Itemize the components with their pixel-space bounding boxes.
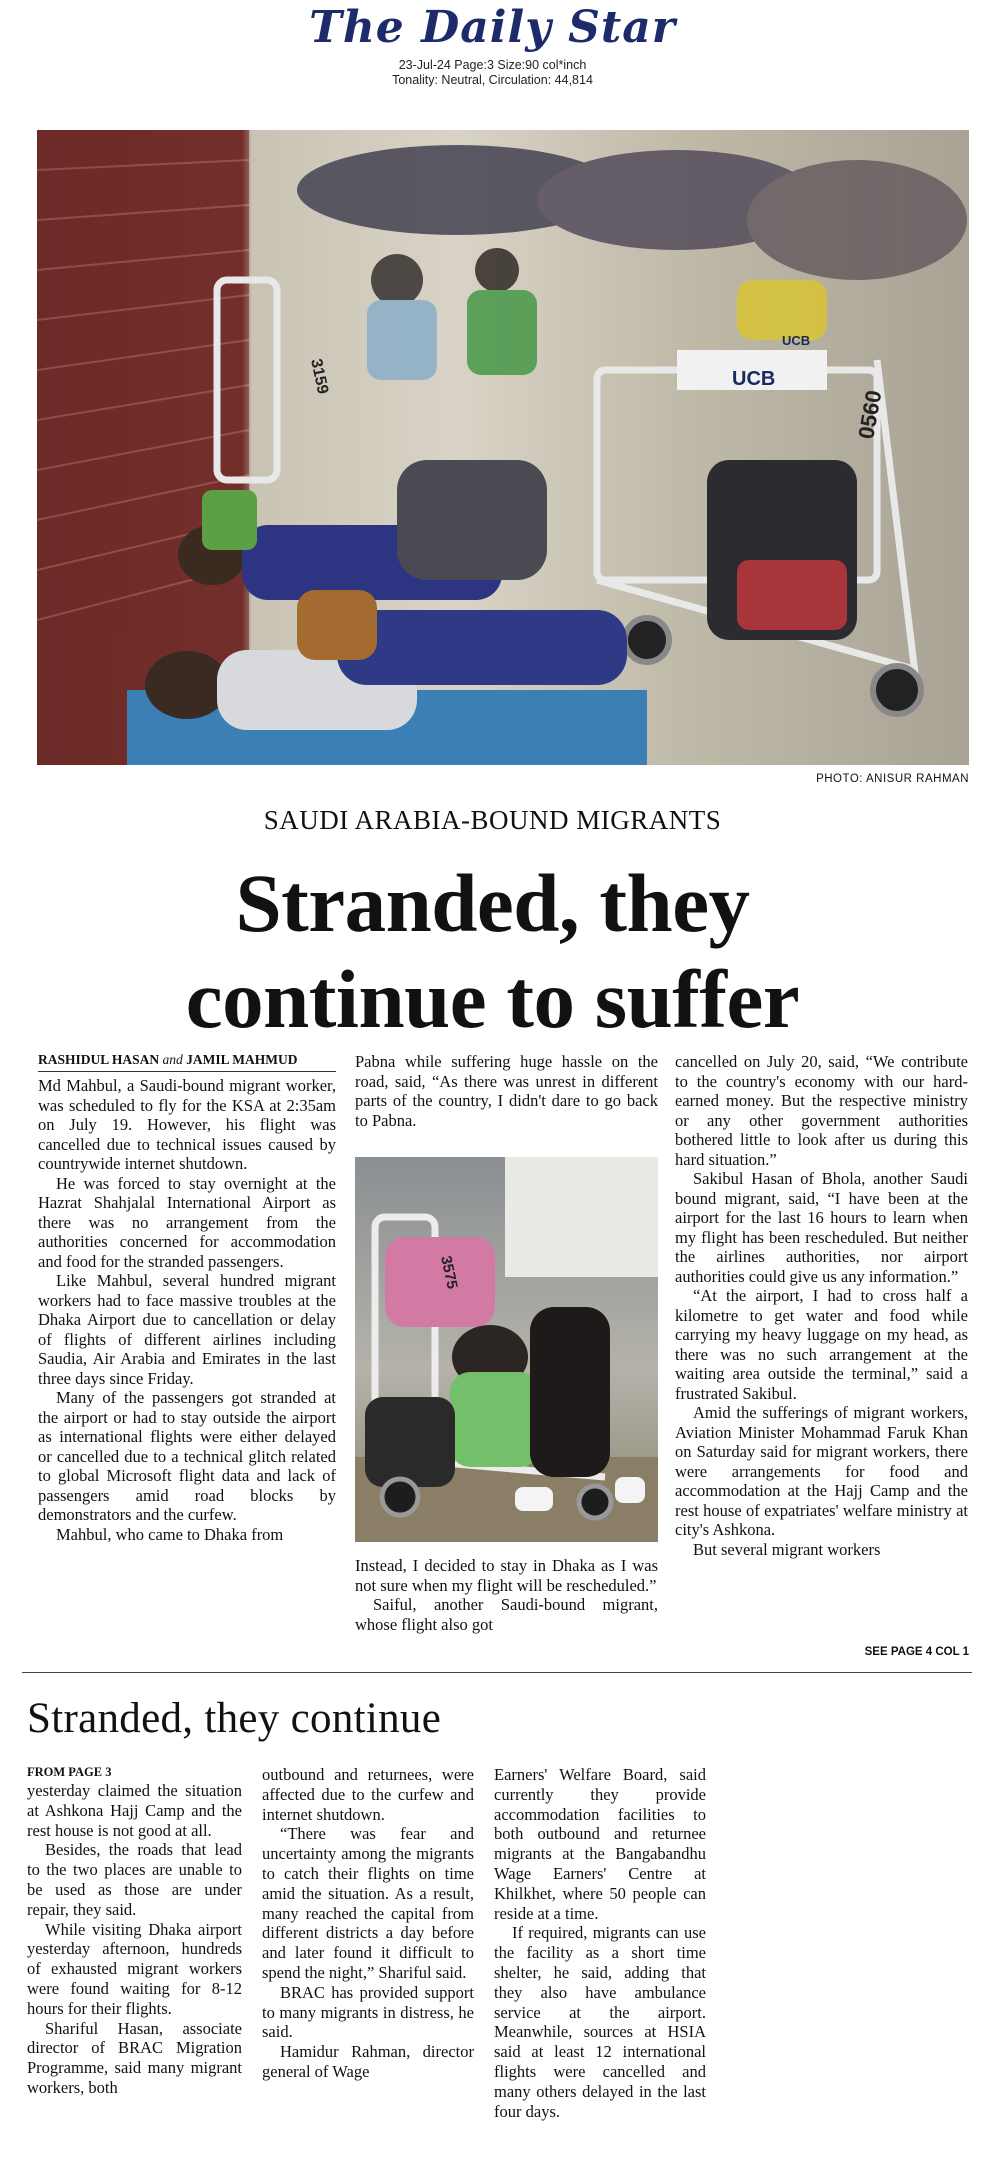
byline-author-1: RASHIDUL HASAN [38,1052,160,1067]
paragraph: “There was fear and uncertainty among the migrants to catch their flights on time amid the situation. As a result, many reached the capital from different districts a day before and later found it difficult to spend the night,” Shariful said. [262,1824,474,1982]
continuation-column-1 [27,1781,242,2098]
byline-and: and [162,1052,183,1067]
paragraph: Sakibul Hasan of Bhola, another Saudi bound migrant, said, “I have been at the airport for the last 16 hours to learn when my flight has been rescheduled. But neither the airlines authorities, nor airport authorities could give us any information.” [675,1169,968,1286]
paragraph: Saiful, another Saudi-bound migrant, whose flight also got [355,1595,658,1634]
headline-line-1: Stranded, they [235,857,750,949]
trolley-number-3575: 3575 [437,1254,461,1291]
ucb-sign: UCB [732,368,776,390]
photo-credit: PHOTO: ANISUR RAHMAN [816,773,969,785]
inset-photo [355,1157,658,1542]
byline-author-2: JAMIL MAHMUD [186,1052,298,1067]
paragraph: yesterday claimed the situation at Ashkona Hajj Camp and the rest house is not good at all. [27,1781,242,1840]
newspaper-title: The Daily Star [309,2,676,53]
paragraph: Earners' Welfare Board, said currently they provide accommodation facilities to both outbound and returnee migrants at the Bangabandhu Wage Earners' Centre at Khilkhet, where 50 people can reside at a time. [494,1765,706,1923]
paragraph: But several migrant workers [693,1539,881,1559]
article-column-2-top [355,1052,658,1130]
paragraph: Many of the passengers got stranded at the airport or had to stay outside the airport as international flights were either delayed or cancelled due to a technical glitch related to global Microsoft flight data and lack of passengers amid road blocks by demonstrators and the curfew. [38,1388,336,1524]
paragraph: Besides, the roads that lead to the two places are unable to be used as those are under repair, they said. [27,1840,242,1919]
paragraph: cancelled on July 20, said, “We contribute to the country's economy with our hard-earned money. But the respective ministry or any other government authorities bothered little to look after us during this hard situation.” [675,1052,968,1169]
byline [38,1052,336,1072]
kicker: SAUDI ARABIA-BOUND MIGRANTS [263,805,722,835]
paragraph: BRAC has provided support to many migrants in distress, he said. [262,1982,474,2042]
article-column-3 [675,1052,968,1559]
paragraph: Hamidur Rahman, director general of Wage [262,2042,474,2081]
paragraph: If required, migrants can use the facility as a short time shelter, he said, adding that they also have ambulance service at the airport. Meanwhile, sources at HSIA said at least 12 international flights were cancelled and many others delayed in the last four days. [494,1923,706,2121]
clipping-meta-date: 23-Jul-24 Page:3 Size:90 col*inch [398,58,587,72]
paragraph: Like Mahbul, several hundred migrant workers had to face massive troubles at the Dhaka Airport due to cancellation or delay of flights of different airlines including Saudia, Air Arabia and Emirates in the last three days since Friday. [38,1271,336,1388]
continuation-column-3 [494,1765,706,2121]
paragraph: While visiting Dhaka airport yesterday afternoon, hundreds of exhausted migrant workers were found waiting for 8-12 hours for their flights. [27,1919,242,2018]
paragraph: Instead, I decided to stay in Dhaka as I was not sure when my flight will be rescheduled.” [355,1556,658,1595]
trolley-number-3159: 3159 [307,357,332,396]
paragraph: Pabna while suffering huge hassle on the road, said, “As there was unrest in different parts of the country, I didn't dare to go back to Pabna. [355,1052,658,1130]
clipping-meta-tonality: Tonality: Neutral, Circulation: 44,814 [392,73,593,87]
headline-line-2: continue to suffer [185,953,800,1045]
article-column-1 [38,1076,336,1544]
paragraph: He was forced to stay overnight at the Hazrat Shahjalal International Airport as there was no arrangement from the authorities concerned for accommodation and food for the stranded passengers. [38,1173,336,1271]
trolley-number-0560: 0560 [853,388,887,441]
article-column-2-bottom [355,1556,658,1634]
paragraph: Mahbul, who came to Dhaka from [56,1524,284,1544]
paragraph: “At the airport, I had to cross half a kilometre to get water and food while carrying my heavy luggage on my head, as there was no such arrangement at the waiting area outside the terminal,” said a frustrated Sakibul. [675,1286,968,1403]
crowd [297,145,967,380]
main-photo [37,130,969,765]
headline [0,855,985,1047]
paragraph: outbound and returnees, were affected due to the curfew and internet shutdown. [262,1765,474,1824]
paragraph: Amid the sufferings of migrant workers, Aviation Minister Mohammad Faruk Khan on Saturday said for migrant workers, there were arrangements for food and accommodation at the Hajj Camp and the rest house of expatriates' welfare ministry at city's Ashkona. [675,1403,968,1539]
see-page-jump: SEE PAGE 4 COL 1 [864,1646,969,1658]
from-page-label: FROM PAGE 3 [27,1765,112,1779]
continuation-column-2 [262,1765,474,2082]
ucb-sign-small: UCB [782,333,811,348]
paragraph: Md Mahbul, a Saudi-bound migrant worker, was scheduled to fly for the KSA at 2:35am on July 19. However, his flight was cancelled due to technical issues caused by countrywide internet shutdown. [38,1076,336,1173]
paragraph: Shariful Hasan, associate director of BRAC Migration Programme, said many migrant workers, both [27,2018,242,2097]
section-divider [22,1672,972,1673]
continuation-headline: Stranded, they continue [27,1695,442,1742]
masthead [0,0,985,95]
